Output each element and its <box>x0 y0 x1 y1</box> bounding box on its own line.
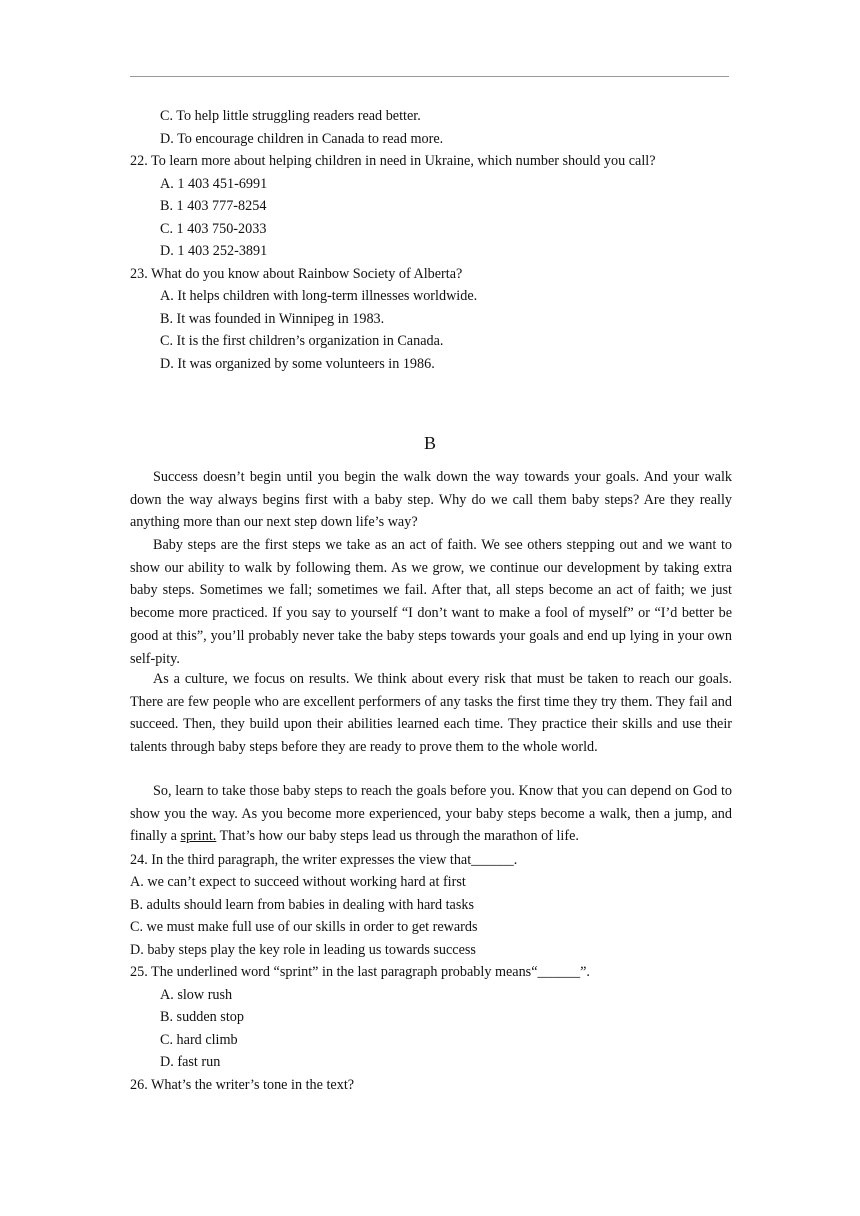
q25-option-c: C. hard climb <box>160 1032 238 1048</box>
q22-option-b: B. 1 403 777-8254 <box>160 198 267 214</box>
p4-text-before: So, learn to take those baby steps to reach the goals before you. Know that you can depend on God to show you the way. As you become more experienced, your baby steps become a walk, then a jump, and finally a <box>130 783 732 845</box>
underlined-word-sprint: sprint. <box>180 828 217 845</box>
q23-option-a: A. It helps children with long-term illnesses worldwide. <box>160 288 478 304</box>
q24-option-d: D. baby steps play the key role in leading us towards success <box>130 942 476 958</box>
p4-text-after: That’s how our baby steps lead us through the marathon of life. <box>216 828 579 845</box>
passage-paragraph-4 <box>130 780 732 848</box>
q24-option-b: B. adults should learn from babies in dealing with hard tasks <box>130 897 474 913</box>
q23-option-b: B. It was founded in Winnipeg in 1983. <box>160 311 385 327</box>
q22-option-c: C. 1 403 750-2033 <box>160 221 267 237</box>
q25-option-a: A. slow rush <box>160 987 233 1003</box>
q24-question: 24. In the third paragraph, the writer expresses the view that______. <box>130 852 518 868</box>
q24-option-c: C. we must make full use of our skills in order to get rewards <box>130 919 478 935</box>
q22-question: 22. To learn more about helping children in need in Ukraine, which number should you call? <box>130 153 656 169</box>
q23-option-c: C. It is the first children’s organization in Canada. <box>160 333 444 349</box>
q26-question: 26. What’s the writer’s tone in the text? <box>130 1077 355 1093</box>
q23-question: 23. What do you know about Rainbow Society of Alberta? <box>130 266 463 282</box>
q22-option-a: A. 1 403 451-6991 <box>160 176 268 192</box>
q25-question: 25. The underlined word “sprint” in the last paragraph probably means“______”. <box>130 964 590 980</box>
q24-option-a: A. we can’t expect to succeed without working hard at first <box>130 874 466 890</box>
section-heading: B <box>423 433 436 453</box>
header-rule <box>130 76 729 77</box>
q21-option-d: D. To encourage children in Canada to read more. <box>160 131 444 147</box>
q25-option-d: D. fast run <box>160 1054 221 1070</box>
passage-paragraph-3: As a culture, we focus on results. We think about every risk that must be taken to reach our goals. There are few people who are excellent performers of any tasks the first time they try them. They fail and succeed. Then, they build upon their abilities learned each time. They practice their skills and use their talents through baby steps before they are ready to prove them to the whole world. <box>130 671 732 756</box>
q22-option-d: D. 1 403 252-3891 <box>160 243 268 259</box>
q23-option-d: D. It was organized by some volunteers in 1986. <box>160 356 435 372</box>
q25-option-b: B. sudden stop <box>160 1009 244 1025</box>
passage-paragraph-1: Success doesn’t begin until you begin the walk down the way towards your goals. And your walk down the way always begins first with a baby step. Why do we call them baby steps? Are they really anything more than our next step down life’s way? <box>130 469 732 531</box>
q21-option-c: C. To help little struggling readers read better. <box>160 108 421 124</box>
passage-paragraph-2: Baby steps are the first steps we take as an act of faith. We see others stepping out and we want to show our ability to walk by following them. As we grow, we continue our development by taking extra baby steps. Sometimes we fall; sometimes we fail. After that, all steps become an act of faith; we just become more practiced. If you say to yourself “I don’t want to make a fool of myself” or “I’d better be good at this”, you’ll probably never take the baby steps towards your goals and end up lying in your own self-pity. <box>130 537 732 667</box>
